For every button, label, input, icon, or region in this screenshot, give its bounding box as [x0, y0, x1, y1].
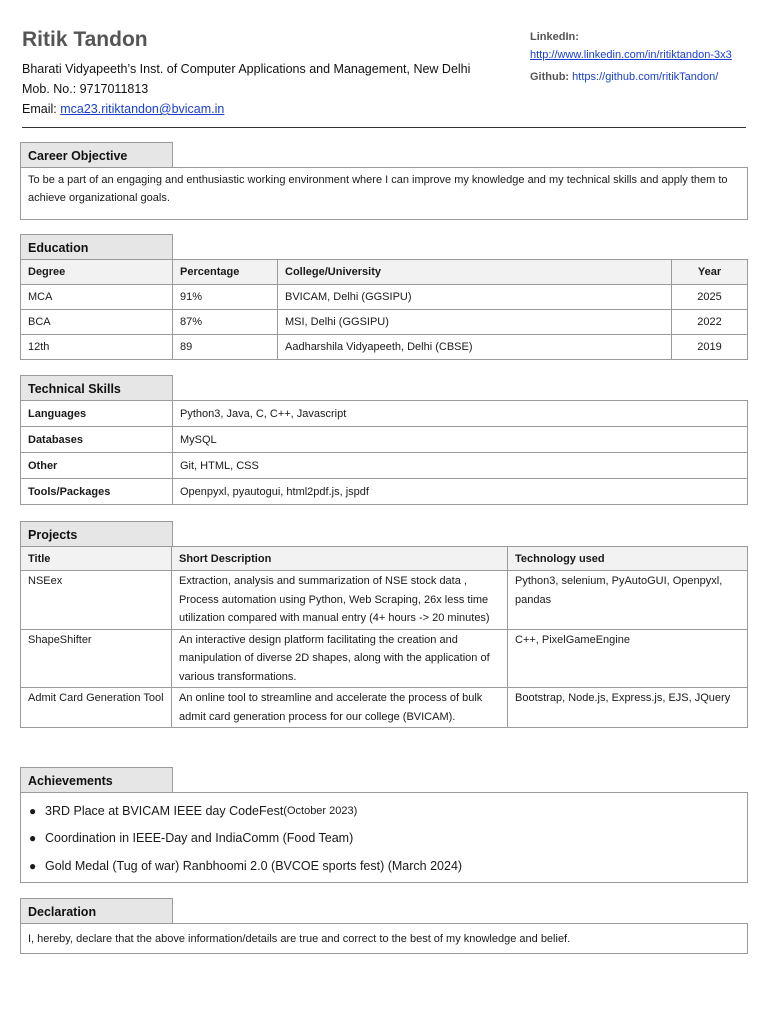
- skill-category: Tools/Packages: [21, 479, 173, 505]
- achievement-text: 3RD Place at BVICAM IEEE day CodeFest: [45, 803, 284, 818]
- email-label: Email:: [22, 102, 57, 116]
- email-line: [22, 102, 224, 116]
- skill-values: Openpyxl, pyautogui, html2pdf.js, jspdf: [173, 479, 748, 505]
- table-cell: 2022: [672, 310, 748, 335]
- project-tech: Python3, selenium, PyAutoGUI, Openpyxl, pandas: [508, 571, 748, 630]
- list-item: [29, 797, 739, 825]
- project-tech: Bootstrap, Node.js, Express.js, EJS, JQuery: [508, 688, 748, 728]
- education-section: [20, 234, 748, 360]
- section-title: Projects: [20, 521, 173, 546]
- section-title: Technical Skills: [20, 375, 173, 400]
- section-title: Career Objective: [20, 142, 173, 167]
- list-item: [29, 852, 739, 880]
- achievements-list: [20, 792, 748, 883]
- skill-category: Databases: [21, 427, 173, 453]
- declaration-section: [20, 898, 748, 954]
- institute-line: Bharati Vidyapeeth’s Inst. of Computer Applications and Management, New Delhi: [22, 62, 471, 76]
- col-header: Percentage: [173, 260, 278, 285]
- projects-section: [20, 521, 748, 728]
- table-cell: MSI, Delhi (GGSIPU): [278, 310, 672, 335]
- table-cell: 89: [173, 335, 278, 360]
- table-cell: BVICAM, Delhi (GGSIPU): [278, 285, 672, 310]
- resume-header: [22, 28, 748, 128]
- linkedin-label: LinkedIn:: [530, 31, 579, 43]
- col-header: Technology used: [508, 547, 748, 571]
- achievement-text: Gold Medal (Tug of war) Ranbhoomi 2.0 (BVCOE sports fest) (March 2024): [45, 858, 463, 873]
- achievement-text: Coordination in IEEE-Day and IndiaComm (Food Team): [45, 831, 354, 846]
- project-tech: C++, PixelGameEngine: [508, 629, 748, 688]
- mobile-line: Mob. No.: 9717011813: [22, 82, 149, 96]
- project-title: Admit Card Generation Tool: [21, 688, 172, 728]
- table-cell: 12th: [21, 335, 173, 360]
- linkedin-link[interactable]: http://www.linkedin.com/in/ritiktandon-3x3: [530, 49, 732, 61]
- project-description: Extraction, analysis and summarization of NSE stock data , Process automation using Python, Web Scraping, 26x less time utilization compared with manual entry (4+ hours -> 20 minutes): [172, 571, 508, 630]
- section-title: Declaration: [20, 898, 173, 923]
- project-description: An online tool to streamline and accelerate the process of bulk admit card generation process for our college (BVICAM).: [172, 688, 508, 728]
- skill-values: Python3, Java, C, C++, Javascript: [173, 401, 748, 427]
- table-row: [21, 453, 748, 479]
- skills-section: [20, 375, 748, 505]
- section-title: Achievements: [20, 767, 173, 792]
- col-header: Year: [672, 260, 748, 285]
- contact-links: [530, 28, 750, 86]
- list-item: [29, 825, 739, 853]
- achievement-date: (October 2023): [283, 804, 358, 817]
- email-link[interactable]: mca23.ritiktandon@bvicam.in: [60, 102, 225, 116]
- table-cell: MCA: [21, 285, 173, 310]
- project-description: An interactive design platform facilitating the creation and manipulation of diverse 2D shapes, along with the application of various transformations.: [172, 629, 508, 688]
- github-link[interactable]: https://github.com/ritikTandon/: [572, 71, 719, 83]
- table-cell: 87%: [173, 310, 278, 335]
- skills-table: [20, 400, 748, 505]
- bullet-icon: ●: [29, 858, 37, 873]
- declaration-text: I, hereby, declare that the above information/details are true and correct to the best of my knowledge and belief.: [20, 923, 748, 954]
- table-cell: 91%: [173, 285, 278, 310]
- table-row: [21, 571, 748, 630]
- achievements-section: [20, 767, 748, 883]
- table-row: [21, 335, 748, 360]
- career-section: [20, 142, 748, 220]
- skill-category: Languages: [21, 401, 173, 427]
- github-label: Github:: [530, 71, 570, 83]
- table-row: [21, 629, 748, 688]
- skill-values: MySQL: [173, 427, 748, 453]
- table-cell: Aadharshila Vidyapeeth, Delhi (CBSE): [278, 335, 672, 360]
- table-header-row: [21, 260, 748, 285]
- skill-category: Other: [21, 453, 173, 479]
- table-row: [21, 479, 748, 505]
- section-title: Education: [20, 234, 173, 259]
- col-header: Title: [21, 547, 172, 571]
- col-header: College/University: [278, 260, 672, 285]
- table-cell: BCA: [21, 310, 173, 335]
- table-row: [21, 285, 748, 310]
- table-cell: 2019: [672, 335, 748, 360]
- col-header: Degree: [21, 260, 173, 285]
- table-row: [21, 310, 748, 335]
- header-divider: [22, 127, 746, 128]
- bullet-icon: ●: [29, 803, 37, 818]
- table-header-row: [21, 547, 748, 571]
- bullet-icon: ●: [29, 831, 37, 846]
- col-header: Short Description: [172, 547, 508, 571]
- candidate-name: Ritik Tandon: [22, 28, 148, 51]
- table-cell: 2025: [672, 285, 748, 310]
- career-text: To be a part of an engaging and enthusiastic working environment where I can improve my knowledge and my technical skills and apply them to achieve organizational goals.: [20, 167, 748, 220]
- skill-values: Git, HTML, CSS: [173, 453, 748, 479]
- table-row: [21, 401, 748, 427]
- table-row: [21, 427, 748, 453]
- project-title: ShapeShifter: [21, 629, 172, 688]
- project-title: NSEex: [21, 571, 172, 630]
- table-row: [21, 688, 748, 728]
- education-table: [20, 259, 748, 360]
- projects-table: [20, 546, 748, 728]
